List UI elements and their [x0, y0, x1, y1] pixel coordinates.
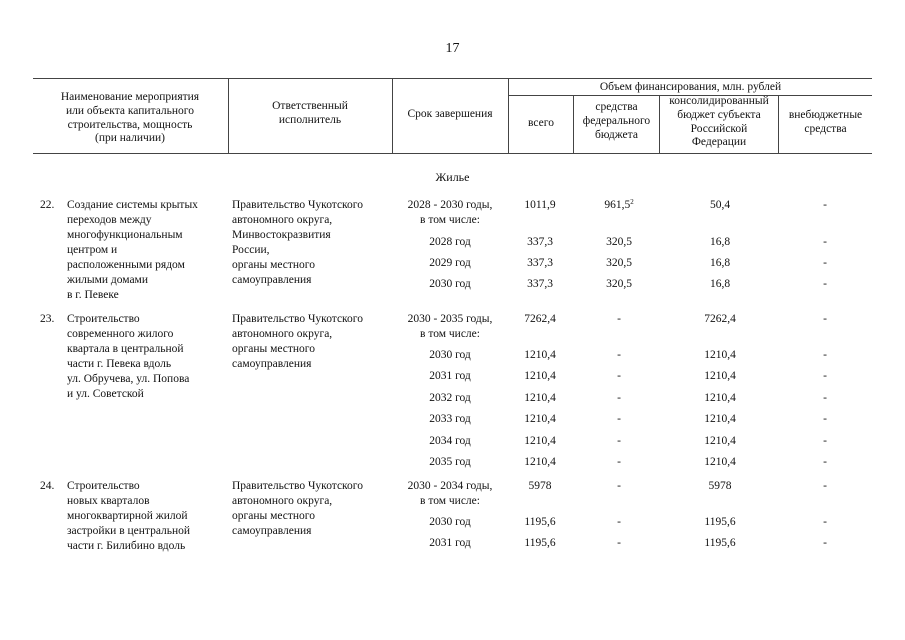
item-executor: Правительство Чукотского автономного округа, органы местного самоуправления	[232, 313, 363, 370]
federal-cell	[576, 198, 662, 213]
term-cell: 2030 год	[429, 516, 471, 528]
federal-cell: -	[617, 480, 621, 492]
consolidated-cell: 16,8	[709, 257, 731, 269]
term-cell: 2034 год	[429, 435, 471, 447]
term-cell: 2030 - 2035 годы, в том числе:	[407, 313, 493, 340]
footnote-mark: 2	[630, 198, 634, 206]
item-number: 24.	[40, 480, 55, 492]
consolidated-cell: 1210,4	[704, 392, 736, 404]
total-cell: 337,3	[527, 257, 553, 269]
consolidated-cell: 1210,4	[704, 435, 736, 447]
consolidated-cell: 7262,4	[704, 313, 736, 325]
federal-cell: -	[617, 349, 621, 361]
term-cell: 2030 год	[429, 349, 471, 361]
consolidated-cell: 16,8	[709, 278, 731, 290]
header-offbudget: внебюджетные средства	[788, 109, 863, 135]
total-cell: 1195,6	[524, 516, 556, 528]
consolidated-cell: 5978	[708, 480, 732, 492]
term-cell: 2028 - 2030 годы, в том числе:	[407, 199, 493, 226]
federal-cell: -	[617, 313, 621, 325]
federal-cell: 320,5	[606, 257, 632, 269]
header-bottom-rule	[33, 153, 872, 154]
consolidated-cell: 1210,4	[704, 349, 736, 361]
total-cell: 1210,4	[524, 456, 556, 468]
offbudget-cell: -	[823, 313, 827, 325]
total-cell: 1210,4	[524, 370, 556, 382]
term-cell: 2035 год	[429, 456, 471, 468]
offbudget-cell: -	[823, 435, 827, 447]
header-name: Наименование мероприятия или объекта капитального строительства, мощность (при наличии)	[60, 91, 200, 145]
offbudget-cell: -	[823, 392, 827, 404]
federal-cell: 320,5	[606, 278, 632, 290]
total-cell: 1195,6	[524, 537, 556, 549]
consolidated-cell: 50,4	[709, 199, 731, 211]
column-divider	[228, 78, 229, 153]
offbudget-cell: -	[823, 537, 827, 549]
offbudget-cell: -	[823, 456, 827, 468]
term-cell: 2030 год	[429, 278, 471, 290]
item-name: Строительство новых кварталов многоквартирной жилой застройки в центральной части г. Билибино вдоль	[67, 480, 191, 552]
federal-cell: 320,5	[606, 236, 632, 248]
federal-value: 961,5	[604, 199, 631, 211]
consolidated-cell: 1195,6	[704, 537, 736, 549]
total-cell: 1011,9	[524, 199, 556, 211]
federal-cell: -	[617, 370, 621, 382]
term-cell: 2032 год	[429, 392, 471, 404]
offbudget-cell: -	[823, 199, 827, 211]
total-cell: 5978	[528, 480, 552, 492]
term-cell: 2033 год	[429, 413, 471, 425]
term-cell: 2030 - 2034 годы, в том числе:	[407, 480, 493, 507]
consolidated-cell: 16,8	[709, 236, 731, 248]
total-cell: 1210,4	[524, 435, 556, 447]
federal-cell: -	[617, 392, 621, 404]
header-term: Срок завершения	[407, 108, 493, 120]
item-number: 23.	[40, 313, 55, 325]
header-total: всего	[528, 117, 554, 129]
header-financing: Объем финансирования, млн. рублей	[599, 81, 782, 93]
offbudget-cell: -	[823, 480, 827, 492]
section-title: Жилье	[435, 170, 470, 184]
consolidated-cell: 1210,4	[704, 413, 736, 425]
item-executor: Правительство Чукотского автономного округа, Минвостокразвития России, органы местного самоуправления	[232, 199, 363, 286]
term-cell: 2031 год	[429, 370, 471, 382]
page-number: 17	[445, 41, 460, 56]
total-cell: 337,3	[527, 278, 553, 290]
consolidated-cell: 1195,6	[704, 516, 736, 528]
item-name: Строительство современного жилого квартала в центральной части г. Певека вдоль ул. Обручева, ул. Попова и ул. Советской	[67, 313, 190, 400]
column-divider	[392, 78, 393, 153]
term-cell: 2029 год	[429, 257, 471, 269]
total-cell: 1210,4	[524, 392, 556, 404]
item-number: 22.	[40, 199, 55, 211]
federal-cell: -	[617, 456, 621, 468]
total-cell: 7262,4	[524, 313, 556, 325]
federal-cell: -	[617, 413, 621, 425]
offbudget-cell: -	[823, 516, 827, 528]
consolidated-cell: 1210,4	[704, 370, 736, 382]
item-name: Создание системы крытых переходов между многофункциональным центром и расположенными рядом жилыми домами в г. Певеке	[67, 199, 198, 301]
offbudget-cell: -	[823, 236, 827, 248]
table-top-rule	[33, 78, 872, 79]
consolidated-cell: 1210,4	[704, 456, 736, 468]
federal-cell: -	[617, 435, 621, 447]
header-executor: Ответственный исполнитель	[272, 100, 348, 126]
offbudget-cell: -	[823, 349, 827, 361]
header-consolidated: консолидированный бюджет субъекта Российской Федерации	[669, 95, 769, 149]
term-cell: 2031 год	[429, 537, 471, 549]
item-executor: Правительство Чукотского автономного округа, органы местного самоуправления	[232, 480, 363, 537]
header-federal: средства федерального бюджета	[582, 101, 651, 141]
total-cell: 337,3	[527, 236, 553, 248]
offbudget-cell: -	[823, 413, 827, 425]
federal-cell: -	[617, 537, 621, 549]
term-cell: 2028 год	[429, 236, 471, 248]
offbudget-cell: -	[823, 257, 827, 269]
total-cell: 1210,4	[524, 413, 556, 425]
total-cell: 1210,4	[524, 349, 556, 361]
offbudget-cell: -	[823, 278, 827, 290]
offbudget-cell: -	[823, 370, 827, 382]
federal-cell: -	[617, 516, 621, 528]
